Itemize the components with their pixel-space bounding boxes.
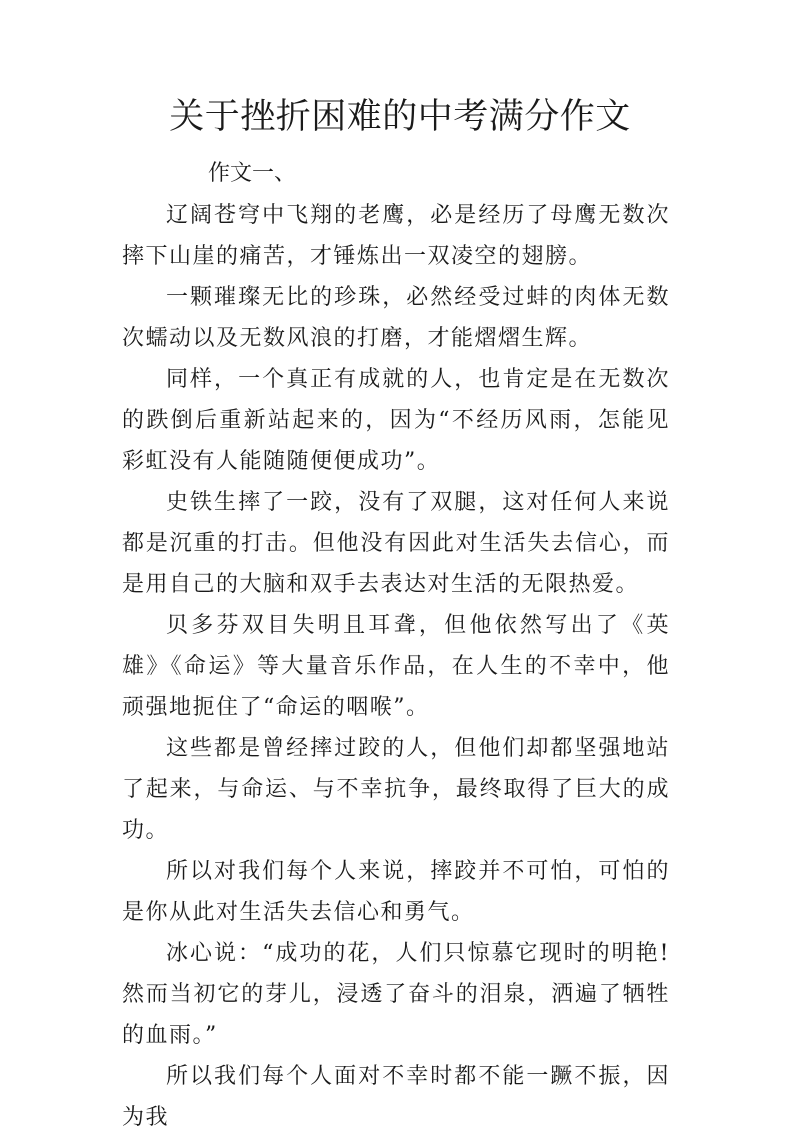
- paragraph: 同样，一个真正有成就的人，也肯定是在无数次的跌倒后重新站起来的，因为“不经历风雨，怎能见彩虹没有人能随随便便成功”。: [122, 367, 670, 474]
- paragraph: 这些都是曾经摔过跤的人，但他们却都坚强地站了起来，与命运、与不幸抗争，最终取得了巨大的成功。: [122, 736, 670, 843]
- paragraph: 辽阔苍穹中飞翔的老鹰，必是经历了母鹰无数次摔下山崖的痛苦，才锤炼出一双凌空的翅膀。: [122, 203, 670, 269]
- essay-body: [122, 195, 670, 1138]
- paragraph: 贝多芬双目失明且耳聋，但他依然写出了《英雄》《命运》等大量音乐作品，在人生的不幸中，他顽强地扼住了“命运的咽喉”。: [122, 613, 670, 720]
- section-label: 作文一、: [208, 161, 297, 186]
- paragraph: 冰心说：“成功的花，人们只惊慕它现时的明艳!然而当初它的芽儿，浸透了奋斗的泪泉，洒遍了牺牲的血雨。”: [122, 941, 670, 1048]
- paragraph: 所以我们每个人面对不幸时都不能一蹶不振，因为我: [122, 1064, 670, 1130]
- paragraph: 史铁生摔了一跤，没有了双腿，这对任何人来说都是沉重的打击。但他没有因此对生活失去信心，而是用自己的大脑和双手去表达对生活的无限热爱。: [122, 490, 670, 597]
- paragraph: 一颗璀璨无比的珍珠，必然经受过蚌的肉体无数次蠕动以及无数风浪的打磨，才能熠熠生辉。: [122, 285, 670, 351]
- document-title: 关于挫折困难的中考满分作文: [169, 97, 631, 137]
- paragraph: 所以对我们每个人来说，摔跤并不可怕，可怕的是你从此对生活失去信心和勇气。: [122, 859, 670, 925]
